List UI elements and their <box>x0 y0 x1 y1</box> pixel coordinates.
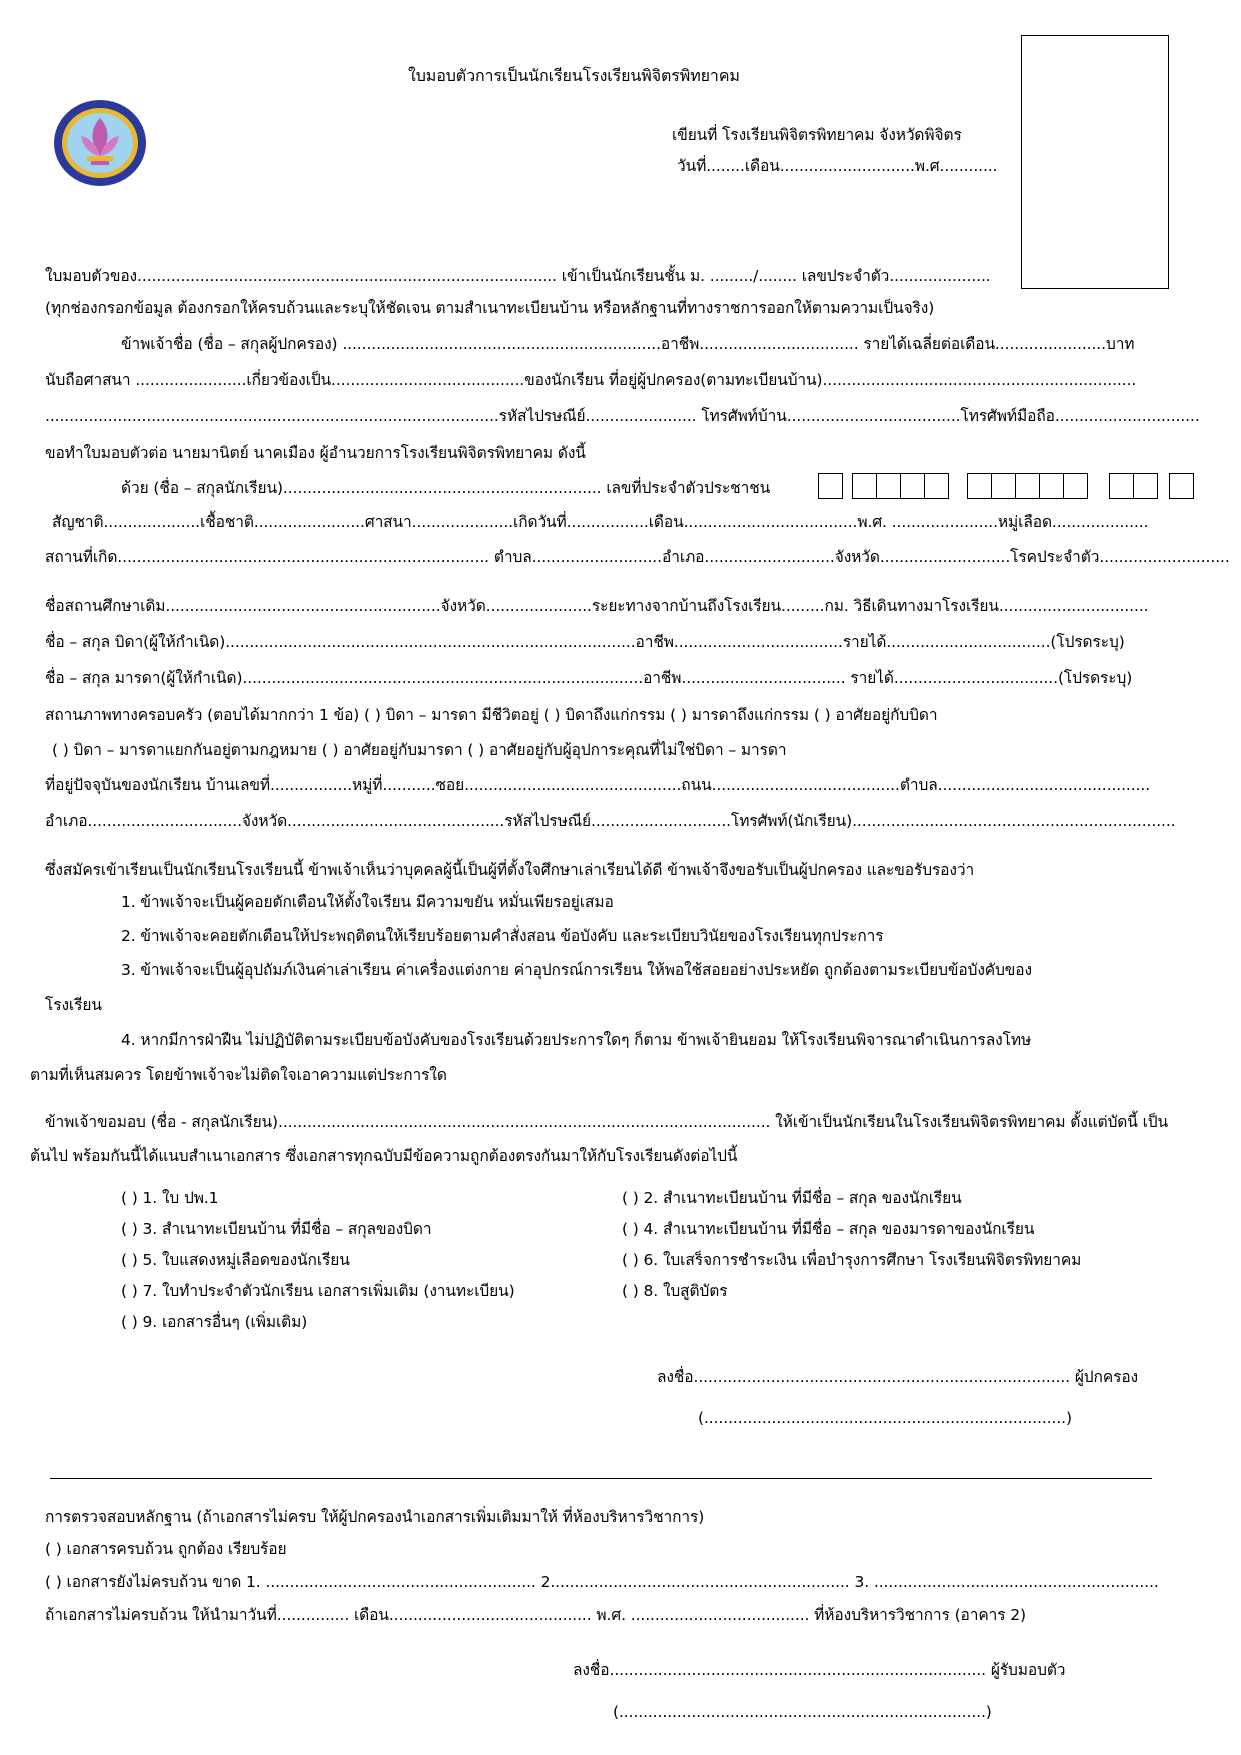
verification-heading: การตรวจสอบหลักฐาน (ถ้าเอกสารไม่ครบ ให้ผู้ปกครองนำเอกสารเพิ่มเติมมาให้ ที่ห้องบริหารวิชาการ) <box>45 1508 705 1526</box>
previous-school-line: ชื่อสถานศึกษาเดิม.........................................................จังหวัด......................ระยะทางจากบ้านถึงโรงเรียน.........กม. วิธีเดินทางมาโรงเรียน............................... <box>45 597 1149 615</box>
doc-item-3: ( ) 3. สำเนาทะเบียนบ้าน ที่มีชื่อ – สกุลของบิดา <box>121 1220 432 1238</box>
page-title: ใบมอบตัวการเป็นนักเรียนโรงเรียนพิจิตรพิทยาคม <box>408 66 740 85</box>
id-digit-box <box>1169 473 1194 499</box>
nationality-line: สัญชาติ....................เชื้อชาติ.......................ศาสนา.....................เกิดวันที่.................เดือน....................................พ.ศ. ......................หมู่เลือด.................... <box>52 513 1149 531</box>
doc-item-2: ( ) 2. สำเนาทะเบียนบ้าน ที่มีชื่อ – สกุล ของนักเรียน <box>622 1189 962 1207</box>
id-digit-box <box>818 473 843 499</box>
doc-item-8: ( ) 8. ใบสูติบัตร <box>622 1282 728 1300</box>
guardian-name-line: ข้าพเจ้าชื่อ (ชื่อ – สกุลผู้ปกครอง) ..................................................................อาชีพ................................. รายได้เฉลี่ยต่อเดือน.......................บาท <box>121 335 1135 353</box>
photo-box <box>1021 35 1169 289</box>
id-digit-box <box>1015 473 1040 499</box>
verification-complete: ( ) เอกสารครบถ้วน ถูกต้อง เรียบร้อย <box>45 1540 287 1558</box>
guardian-printed-name: (...........................................................................) <box>698 1409 1072 1427</box>
doc-item-4: ( ) 4. สำเนาทะเบียนบ้าน ที่มีชื่อ – สกุล ของมารดาของนักเรียน <box>622 1220 1035 1238</box>
pledge-3-cont: โรงเรียน <box>45 996 102 1014</box>
guardian-contact-line: ..............................................................................................รหัสไปรษณีย์....................... โทรศัพท์บ้าน....................................โทรศัพท์มือถือ.............................. <box>45 407 1200 425</box>
school-emblem-icon <box>51 98 149 188</box>
id-digit-box <box>1133 473 1158 499</box>
guarantee-intro: ซึ่งสมัครเข้าเรียนเป็นนักเรียนโรงเรียนนี้ ข้าพเจ้าเห็นว่าบุคคลผู้นี้เป็นผู้ที่ตั้งใจศึกษาเล่าเรียนได้ดี ข้าพเจ้าจึงขอรับเป็นผู้ปกครอง และขอรับรองว่า <box>45 861 975 879</box>
doc-item-5: ( ) 5. ใบแสดงหมู่เลือดของนักเรียน <box>121 1251 350 1269</box>
doc-item-7: ( ) 7. ใบทำประจำตัวนักเรียน เอกสารเพิ่มเติม (งานทะเบียน) <box>121 1282 515 1300</box>
pledge-2: 2. ข้าพเจ้าจะคอยตักเตือนให้ประพฤติตนให้เรียบร้อยตามคำสั่งสอน ข้อบังคับ และระเบียบวินัยของโรงเรียนทุกประการ <box>121 927 884 945</box>
id-digit-box <box>1039 473 1064 499</box>
request-line: ขอทำใบมอบตัวต่อ นายมานิตย์ นาคเมือง ผู้อำนวยการโรงเรียนพิจิตรพิทยาคม ดังนี้ <box>45 444 586 462</box>
pledge-4: 4. หากมีการฝ่าฝืน ไม่ปฏิบัติตามระเบียบข้อบังคับของโรงเรียนด้วยประการใดๆ ก็ตาม ข้าพเจ้ายินยอม ให้โรงเรียนพิจารณาดำเนินการลงโทษ <box>121 1031 1032 1049</box>
id-digit-box <box>876 473 901 499</box>
guardian-signature: ลงชื่อ.............................................................................. ผู้ปกครอง <box>657 1368 1139 1386</box>
doc-item-1: ( ) 1. ใบ ปพ.1 <box>121 1189 219 1207</box>
enrollment-line: ใบมอบตัวของ....................................................................................... เข้าเป็นนักเรียนชั้น ม. ........./........ เลขประจำตัว..................... <box>45 267 991 285</box>
father-line: ชื่อ – สกุล บิดา(ผู้ให้กำเนิด).....................................................................................อาชีพ...................................รายได้..................................(โปรดระบุ) <box>45 633 1125 651</box>
id-digit-box <box>991 473 1016 499</box>
pledge-1: 1. ข้าพเจ้าจะเป็นผู้คอยตักเตือนให้ตั้งใจเรียน มีความขยัน หมั่นเพียรอยู่เสมอ <box>121 893 614 911</box>
student-name-line: ด้วย (ชื่อ – สกุลนักเรียน).................................................................. เลขที่ประจำตัวประชาชน <box>121 479 771 497</box>
pledge-3: 3. ข้าพเจ้าจะเป็นผู้อุปถัมภ์เงินค่าเล่าเรียน ค่าเครื่องแต่งกาย ค่าอุปกรณ์การเรียน ให้พอใช้สอยอย่างประหยัด ถูกต้องตามระเบียบข้อบังคับของ <box>121 961 1032 979</box>
handover-line: ข้าพเจ้าขอมอบ (ชื่อ - สกุลนักเรียน)...................................................................................................... ให้เข้าเป็นนักเรียนในโรงเรียนพิจิตรพิทยาคม ตั้งแต่บัดนี้ เป็น <box>45 1113 1169 1131</box>
current-address-line: ที่อยู่ปัจจุบันของนักเรียน บ้านเลขที่.................หมู่ที่...........ซอย.............................................ถนน.......................................ตำบล............................................ <box>45 776 1151 794</box>
id-digit-box <box>1063 473 1088 499</box>
doc-item-9: ( ) 9. เอกสารอื่นๆ (เพิ่มเติม) <box>121 1313 308 1331</box>
pledge-4-cont: ตามที่เห็นสมควร โดยข้าพเจ้าจะไม่ติดใจเอาความแต่ประการใด <box>30 1066 447 1084</box>
written-at: เขียนที่ โรงเรียนพิจิตรพิทยาคม จังหวัดพิจิตร <box>672 126 962 144</box>
id-digit-box <box>1109 473 1134 499</box>
birthplace-line: สถานที่เกิด............................................................................. ตำบล...........................อำเภอ...........................จังหวัด...........................โรคประจำตัว........................... <box>45 548 1230 566</box>
doc-item-6: ( ) 6. ใบเสร็จการชำระเงิน เพื่อบำรุงการศึกษา โรงเรียนพิจิตรพิทยาคม <box>622 1251 1082 1269</box>
family-status-line: สถานภาพทางครอบครัว (ตอบได้มากกว่า 1 ข้อ) ( ) บิดา – มารดา มีชีวิตอยู่ ( ) บิดาถึงแก่กรรม ( ) มารดาถึงแก่กรรม ( ) อาศัยอยู่กับบิดา <box>45 706 938 724</box>
id-digit-box <box>900 473 925 499</box>
family-status-line-2: ( ) บิดา – มารดาแยกกันอยู่ตามกฎหมาย ( ) อาศัยอยู่กับมารดา ( ) อาศัยอยู่กับผู้อุปการะคุณที่ไม่ใช่บิดา – มารดา <box>52 741 787 759</box>
verification-bring-back: ถ้าเอกสารไม่ครบถ้วน ให้นำมาวันที่............... เดือน.......................................... พ.ศ. ..................................... ที่ห้องบริหารวิชาการ (อาคาร 2) <box>45 1606 1026 1624</box>
religion-relation-line: นับถือศาสนา .......................เกี่ยวข้องเป็น........................................ของนักเรียน ที่อยู่ผู้ปกครอง(ตามทะเบียนบ้าน)................................................................. <box>45 371 1137 389</box>
mother-line: ชื่อ – สกุล มารดา(ผู้ให้กำเนิด)...................................................................................อาชีพ.................................. รายได้..................................(โปรดระบุ) <box>45 669 1133 687</box>
id-digit-box <box>967 473 992 499</box>
date-line: วันที่........เดือน............................พ.ศ............ <box>677 157 998 175</box>
district-line: อำเภอ................................จังหวัด.............................................รหัสไปรษณีย์.............................โทรศัพท์(นักเรียน)................................................................... <box>45 812 1176 830</box>
section-divider <box>50 1478 1152 1479</box>
handover-line-cont: ต้นไป พร้อมกันนี้ได้แนบสำเนาเอกสาร ซึ่งเอกสารทุกฉบับมีข้อความถูกต้องตรงกันมาให้กับโรงเรียนดังต่อไปนี้ <box>30 1147 738 1165</box>
id-digit-box <box>852 473 877 499</box>
verification-incomplete: ( ) เอกสารยังไม่ครบถ้วน ขาด 1. ........................................................ 2.............................................................. 3. ........................................................... <box>45 1573 1159 1591</box>
receiver-printed-name: (............................................................................) <box>613 1703 992 1721</box>
id-digit-box <box>924 473 949 499</box>
instruction-note: (ทุกช่องกรอกข้อมูล ต้องกรอกให้ครบถ้วนและระบุให้ชัดเจน ตามสำเนาทะเบียนบ้าน หรือหลักฐานที่ทางราชการออกให้ตามความเป็นจริง) <box>45 299 935 317</box>
receiver-signature: ลงชื่อ.............................................................................. ผู้รับมอบตัว <box>573 1661 1066 1679</box>
